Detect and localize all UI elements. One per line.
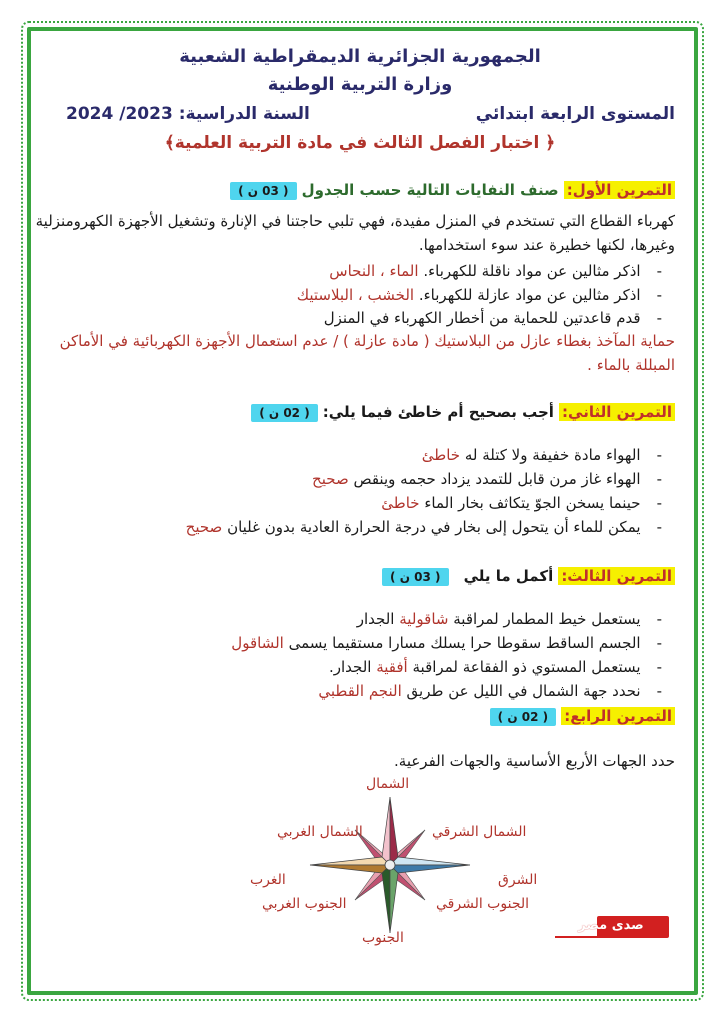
ex2-item-4: -يمكن للماء أن يتحول إلى بخار في درجة الحرارة العادية بدون غليان صحيح xyxy=(185,518,662,536)
ex4-points: ( 02 ن ) xyxy=(490,708,556,726)
ex3-points: ( 03 ن ) xyxy=(382,568,448,586)
compass-rose-icon xyxy=(305,795,475,935)
ex2-answer-2: صحيح xyxy=(312,470,349,488)
ex3-item-2: -الجسم الساقط سقوطا حرا يسلك مسارا مستقيما يسمى الشاقول xyxy=(231,634,662,652)
ex1-answer-line2: المبللة بالماء . xyxy=(587,356,675,374)
ex4-label: التمرين الرابع: xyxy=(561,707,675,725)
ex2-heading xyxy=(251,402,675,421)
ex2-points: ( 02 ن ) xyxy=(251,404,317,422)
ex2-item-3: -حينما يسخن الجوّ يتكاثف بخار الماء خاطئ xyxy=(381,494,662,512)
compass-north: الشمال xyxy=(366,776,410,792)
ex3-item-1: -يستعمل خيط المطمار لمراقبة شاقولية الجدار xyxy=(356,610,662,628)
ex2-answer-4: صحيح xyxy=(185,518,223,536)
compass-southeast: الجنوب الشرقي xyxy=(436,896,530,912)
ex2-instruction: أجب بصحيح أم خاطئ فيما يلي: xyxy=(322,403,554,421)
ex4-heading xyxy=(490,706,675,725)
ex3-label: التمرين الثالث: xyxy=(558,567,675,585)
logo-text: صدى مصر xyxy=(578,918,644,933)
ex2-label: التمرين الثاني: xyxy=(559,403,675,421)
compass-east: الشرق xyxy=(498,872,538,888)
compass-southwest: الجنوب الغربي xyxy=(262,896,347,912)
header-country: الجمهورية الجزائرية الديمقراطية الشعبية xyxy=(179,46,541,67)
ex1-para1: كهرباء القطاع التي تستخدم في المنزل مفيدة، فهي تلبي حاجتنا في الإنارة وتشغيل الأجهزة الكهرومنزلية xyxy=(35,212,675,230)
exam-title: ﴿ اختبار الفصل الثالث في مادة التربية العلمية﴾ xyxy=(164,133,556,153)
site-logo xyxy=(553,916,669,938)
ex1-answer-line1: حماية المآخذ بغطاء عازل من البلاستيك ( مادة عازلة ) / عدم استعمال الأجهزة الكهربائية في الأماكن xyxy=(59,332,675,350)
ex3-item-4: -نحدد جهة الشمال في الليل عن طريق النجم القطبي xyxy=(318,682,662,700)
ex3-heading xyxy=(382,566,675,585)
header-level: المستوى الرابعة ابتدائي xyxy=(475,104,675,124)
ex1-heading xyxy=(230,180,675,199)
ex3-answer-3: أفقية xyxy=(376,658,408,676)
compass-south: الجنوب xyxy=(362,930,404,946)
ex1-item-1: -اذكر مثالين عن مواد ناقلة للكهرباء. الماء ، النحاس xyxy=(329,262,662,280)
ex2-item-1: -الهواء مادة خفيفة ولا كتلة له خاطئ xyxy=(421,446,662,464)
ex3-instruction: أكمل ما يلي xyxy=(463,567,554,585)
ex2-answer-3: خاطئ xyxy=(381,494,420,512)
ex1-answer-2: الخشب ، البلاستيك xyxy=(296,286,415,304)
compass-west: الغرب xyxy=(250,872,286,888)
ex1-instruction: صنف النفايات التالية حسب الجدول xyxy=(301,181,559,199)
ex2-item-2: -الهواء غاز مرن قابل للتمدد يزداد حجمه وينقص صحيح xyxy=(312,470,662,488)
header-ministry: وزارة التربية الوطنية xyxy=(267,74,453,95)
ex1-answer-1: الماء ، النحاس xyxy=(329,262,419,280)
header-year: السنة الدراسية: 2023/ 2024 xyxy=(66,104,310,124)
compass-center xyxy=(385,860,395,870)
ex1-points: ( 03 ن ) xyxy=(230,182,296,200)
ex3-answer-1: شاقولية xyxy=(399,610,449,628)
ex4-instruction: حدد الجهات الأربع الأساسية والجهات الفرعية. xyxy=(394,752,675,770)
ex2-answer-1: خاطئ xyxy=(421,446,461,464)
ex3-item-3: -يستعمل المستوي ذو الفقاعة لمراقبة أفقية الجدار. xyxy=(328,658,662,676)
ex1-para2: وغيرها، لكنها خطيرة عند سوء استخدامها. xyxy=(418,236,675,254)
compass-northeast: الشمال الشرقي xyxy=(432,824,527,840)
ex3-answer-4: النجم القطبي xyxy=(318,682,402,700)
ex1-item-2: -اذكر مثالين عن مواد عازلة للكهرباء. الخشب ، البلاستيك xyxy=(296,286,662,304)
ex1-item-3: -قدم قاعدتين للحماية من أخطار الكهرباء في المنزل xyxy=(323,309,662,327)
ex1-label: التمرين الأول: xyxy=(564,181,675,199)
ex3-answer-2: الشاقول xyxy=(231,634,284,652)
compass-northwest: الشمال الغربي xyxy=(277,824,363,840)
